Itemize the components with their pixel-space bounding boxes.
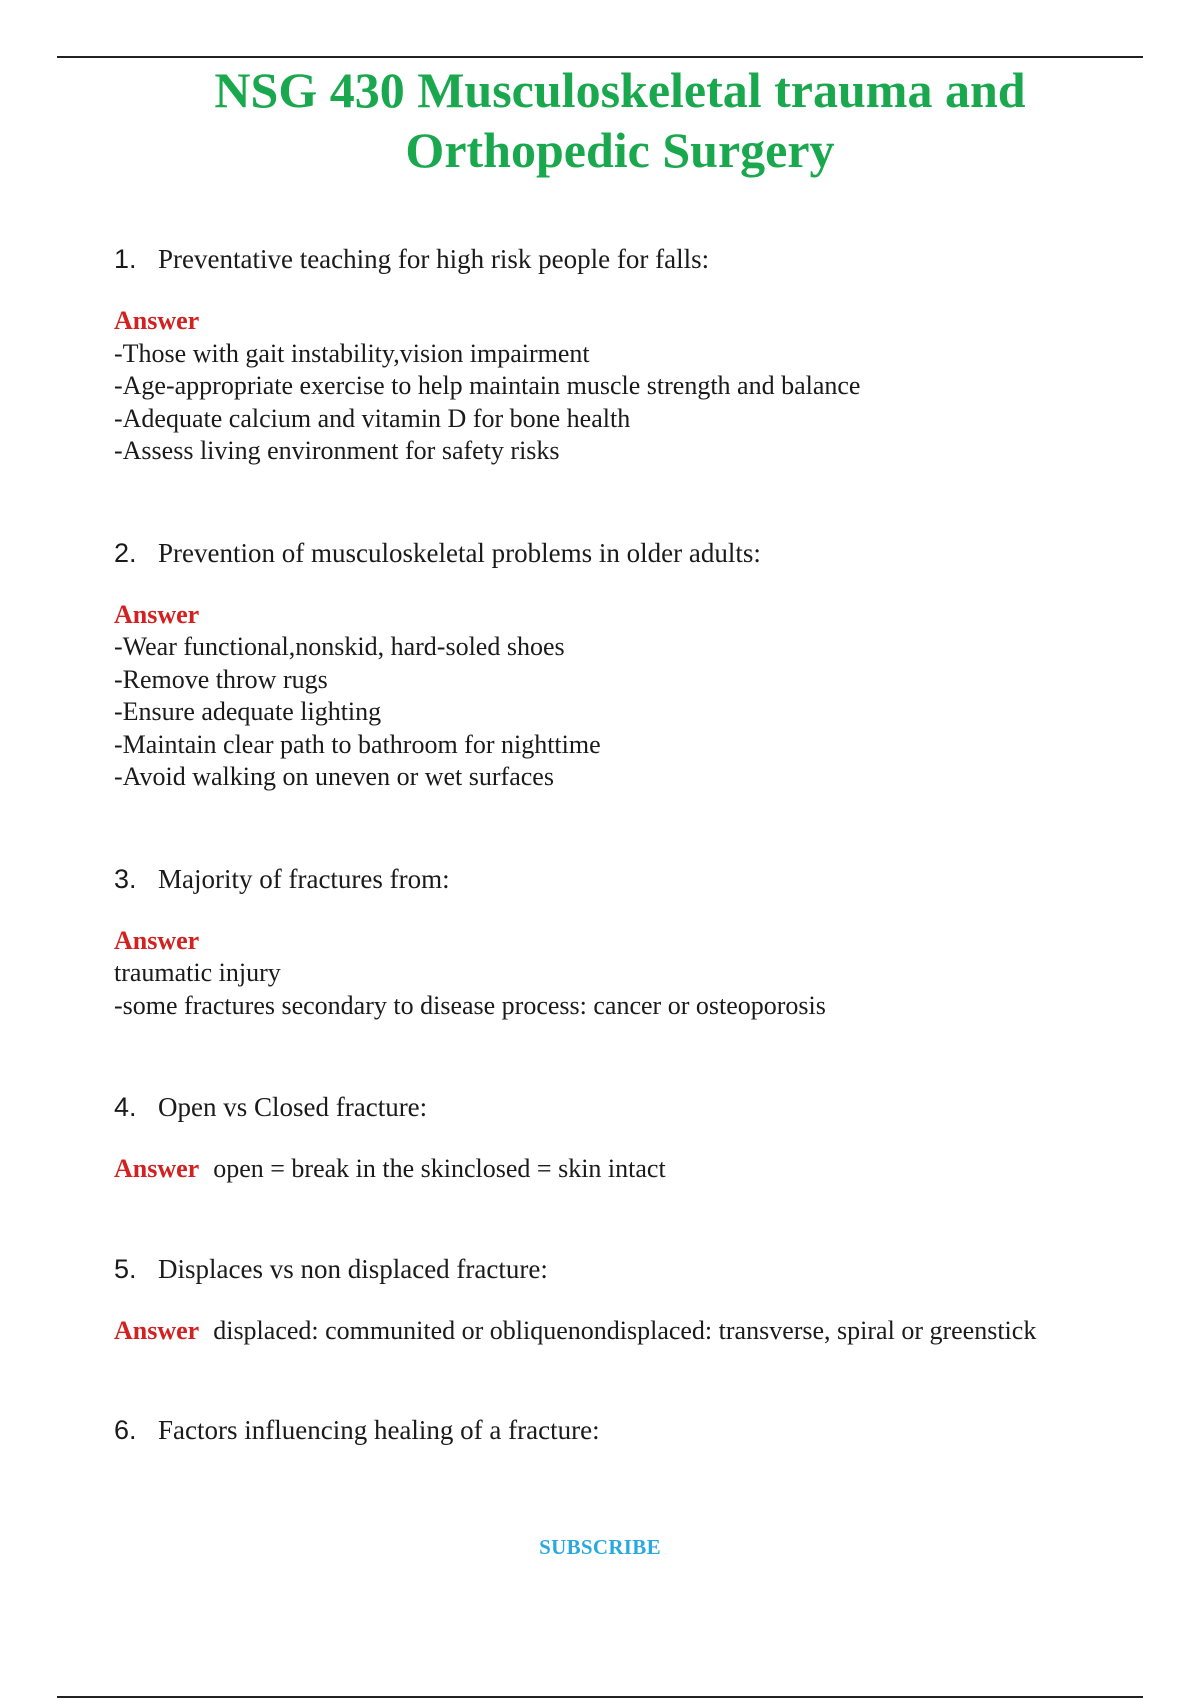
answer-line: -Maintain clear path to bathroom for nighttime: [114, 729, 601, 759]
bottom-rule: [57, 1696, 1143, 1698]
question-text: Majority of fractures from:: [158, 863, 450, 894]
answer: [114, 925, 1134, 1023]
subscribe-link[interactable]: SUBSCRIBE: [539, 1535, 661, 1559]
question-number: 3.: [114, 863, 137, 894]
qa-item-5: [114, 1252, 1134, 1348]
answer: [114, 1153, 1134, 1186]
answer: [114, 599, 1134, 794]
answer-line: -Adequate calcium and vitamin D for bone health: [114, 403, 631, 433]
answer-line: traumatic injury: [114, 958, 281, 987]
answer-line: -Wear functional,nonskid, hard-soled shoes: [114, 632, 565, 661]
question-text: Prevention of musculoskeletal problems in older adults:: [158, 537, 761, 568]
question: [114, 1413, 1134, 1447]
title-line-1: NSG 430 Musculoskeletal trauma and: [214, 62, 1026, 118]
qa-item-3: [114, 862, 1134, 1023]
answer-text: open = break in the skinclosed = skin intact: [213, 1154, 666, 1183]
question: [114, 862, 1134, 896]
question: [114, 1090, 1134, 1124]
question-number: 6.: [114, 1415, 137, 1445]
question-number: 1.: [114, 244, 137, 274]
answer-label: Answer: [114, 306, 200, 335]
question-text: Open vs Closed fracture:: [158, 1092, 428, 1122]
answer-text: displaced: communited or obliquenondisplaced: transverse, spiral or greenstick: [213, 1315, 1037, 1345]
answer-label: Answer: [114, 1154, 200, 1183]
top-rule: [57, 56, 1143, 58]
question-number: 5.: [114, 1253, 137, 1284]
question-text: Displaces vs non displaced fracture:: [158, 1253, 548, 1284]
answer-line: -Those with gait instability,vision impairment: [114, 338, 590, 368]
qa-item-6: [114, 1413, 1134, 1447]
answer-line: -Ensure adequate lighting: [114, 697, 382, 726]
answer: [114, 305, 1134, 468]
question-text: Factors influencing healing of a fracture:: [158, 1415, 600, 1445]
qa-item-2: [114, 536, 1134, 794]
question-number: 4.: [114, 1092, 137, 1122]
title-line-2: Orthopedic Surgery: [405, 122, 835, 178]
answer-label: Answer: [114, 1315, 200, 1345]
answer: [114, 1315, 1134, 1348]
qa-list: [114, 242, 1134, 1447]
question: [114, 242, 1134, 276]
answer-label: Answer: [114, 599, 200, 629]
qa-item-1: [114, 242, 1134, 468]
answer-line: -Assess living environment for safety risks: [114, 436, 560, 465]
question: [114, 1252, 1134, 1286]
question: [114, 536, 1134, 570]
qa-item-4: [114, 1090, 1134, 1186]
question-text: Preventative teaching for high risk people for falls:: [158, 244, 710, 274]
answer-line: -some fractures secondary to disease process: cancer or osteoporosis: [114, 990, 826, 1020]
answer-line: -Age-appropriate exercise to help maintain muscle strength and balance: [114, 371, 861, 400]
answer-line: -Remove throw rugs: [114, 664, 328, 694]
document-title: [100, 60, 1140, 180]
answer-line: -Avoid walking on uneven or wet surfaces: [114, 762, 554, 791]
answer-label: Answer: [114, 925, 200, 955]
question-number: 2.: [114, 537, 137, 568]
